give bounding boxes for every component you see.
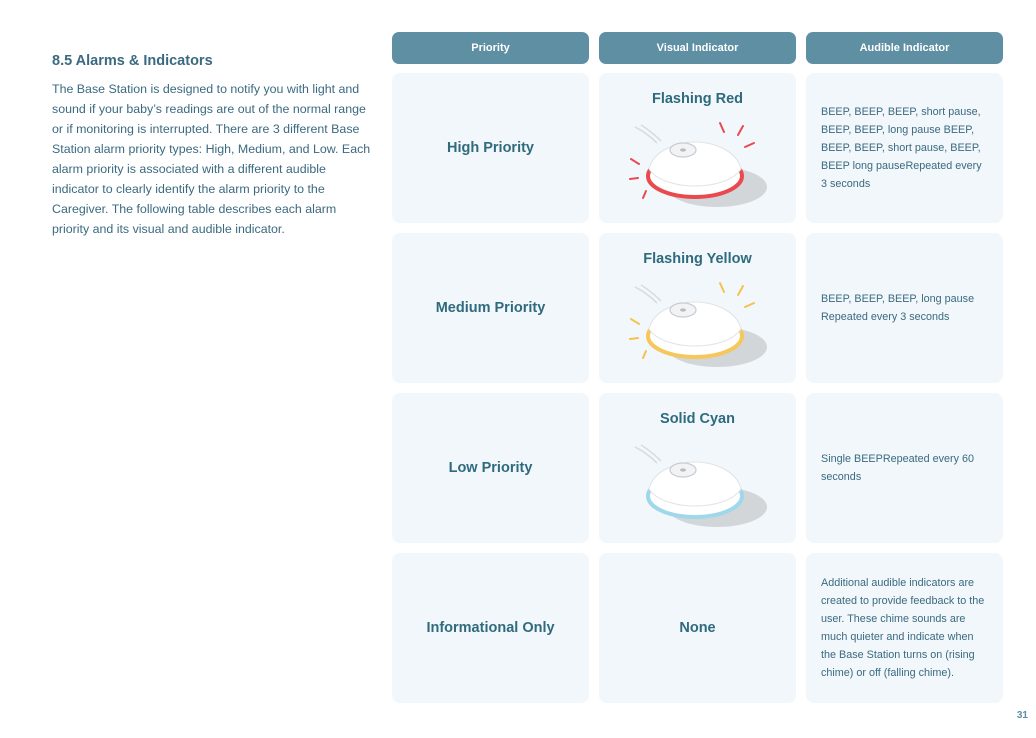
base-station-cyan-icon (621, 441, 781, 537)
audible-cell-high: BEEP, BEEP, BEEP, short pause, BEEP, BEEP, long pause BEEP, BEEP, BEEP, short pause, BEEP, BEEP long pauseRepeated every 3 seconds (806, 73, 1003, 223)
visual-cell-high (599, 73, 796, 223)
audible-cell-low: Single BEEPRepeated every 60 seconds (806, 393, 1003, 543)
audible-cell-medium: BEEP, BEEP, BEEP, long pause Repeated every 3 seconds (806, 233, 1003, 383)
priority-cell-informational: Informational Only (392, 553, 589, 703)
visual-cell-low (599, 393, 796, 543)
page-number: 31 (1016, 710, 1028, 721)
priority-cell-high: High Priority (392, 73, 589, 223)
priority-cell-medium: Medium Priority (392, 233, 589, 383)
header-audible-indicator: Audible Indicator (806, 32, 1003, 64)
priority-cell-low: Low Priority (392, 393, 589, 543)
audible-cell-informational: Additional audible indicators are created to provide feedback to the user. These chime sounds are much quieter and indicate when the Base Station turns on (rising chime) or off (falling chime). (806, 553, 1003, 703)
visual-label-medium: Flashing Yellow (643, 251, 752, 267)
section-title: 8.5 Alarms & Indicators (52, 53, 213, 69)
intro-paragraph: The Base Station is designed to notify you with light and sound if your baby’s readings are out of the normal range or if monitoring is interrupted. There are 3 different Base Station alarm priority types: High, Medium, and Low. Each alarm priority is associated with a different audible indicator to clearly identify the alarm priority to the Caregiver. The following table describes each alarm priority and its visual and audible indicator. (52, 82, 371, 236)
visual-label-low: Solid Cyan (660, 411, 735, 427)
base-station-red-icon (621, 121, 781, 217)
header-visual-indicator: Visual Indicator (599, 32, 796, 64)
visual-cell-medium (599, 233, 796, 383)
header-priority: Priority (392, 32, 589, 64)
visual-cell-informational: None (599, 553, 796, 703)
visual-label-high: Flashing Red (651, 91, 744, 107)
base-station-yellow-icon (621, 281, 781, 377)
